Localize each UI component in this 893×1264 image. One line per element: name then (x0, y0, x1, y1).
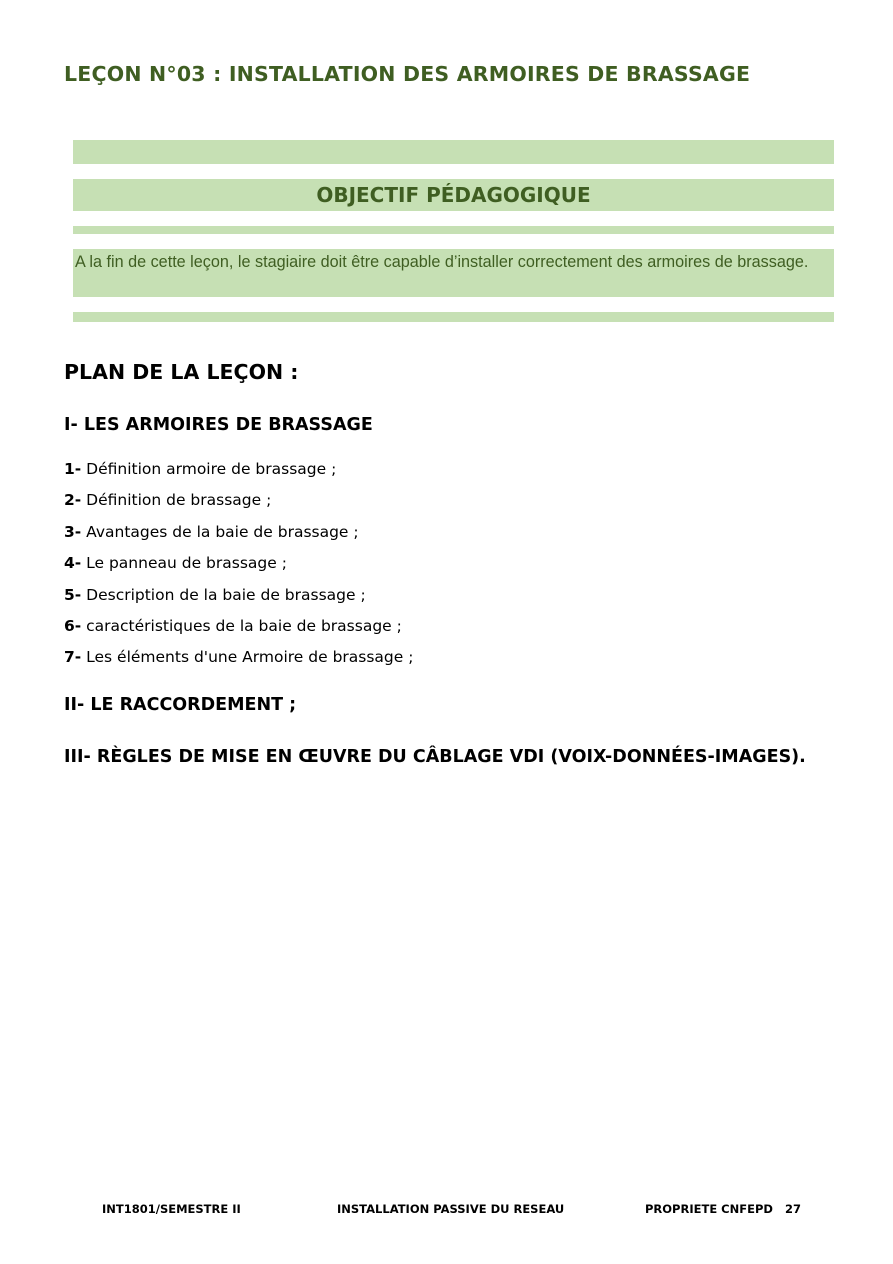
item-text: Le panneau de brassage ; (81, 554, 287, 573)
item-text: Définition de brassage ; (81, 491, 272, 510)
item-text: Description de la baie de brassage ; (81, 585, 366, 604)
item-text: Définition armoire de brassage ; (81, 460, 337, 478)
footer-course-title: INSTALLATION PASSIVE DU RESEAU (337, 1202, 565, 1216)
objective-text: A la fin de cette leçon, le stagiaire doit être capable d’installer correctement des armoires de brassage. (73, 249, 834, 297)
section-heading-1: I- LES ARMOIRES DE BRASSAGE (64, 415, 373, 435)
decorative-band-middle (73, 226, 834, 234)
objective-heading: OBJECTIF PÉDAGOGIQUE (73, 179, 834, 211)
page-number: 27 (785, 1202, 802, 1216)
item-number: 3- (64, 522, 82, 541)
item-number: 5- (64, 585, 82, 604)
footer-ownership: PROPRIETE CNFEPD (645, 1202, 773, 1216)
decorative-band-bottom (73, 312, 834, 322)
list-item (64, 644, 413, 675)
lesson-title: LEÇON N°03 : INSTALLATION DES ARMOIRES DE BRASSAGE (64, 62, 751, 86)
item-number: 4- (64, 554, 82, 573)
section-heading-3: III- RÈGLES DE MISE EN ŒUVRE DU CÂBLAGE VDI (VOIX-DONNÉES-IMAGES). (64, 747, 806, 767)
item-text: Avantages de la baie de brassage ; (81, 522, 359, 541)
list-item (64, 582, 413, 613)
list-item (64, 550, 413, 581)
decorative-band-top (73, 140, 834, 164)
list-item (64, 613, 413, 644)
item-number: 1- (64, 460, 82, 478)
list-item (64, 456, 413, 487)
footer-course-code: INT1801/SEMESTRE II (102, 1202, 241, 1216)
item-number: 2- (64, 491, 82, 510)
list-item (64, 487, 413, 518)
item-number: 7- (64, 648, 82, 667)
list-item (64, 519, 413, 550)
item-text: caractéristiques de la baie de brassage ; (81, 616, 402, 635)
item-number: 6- (64, 616, 82, 635)
plan-title: PLAN DE LA LEÇON : (64, 360, 299, 384)
section-heading-2: II- LE RACCORDEMENT ; (64, 695, 297, 715)
plan-item-list (64, 456, 413, 676)
item-text: Les éléments d'une Armoire de brassage ; (81, 648, 414, 667)
